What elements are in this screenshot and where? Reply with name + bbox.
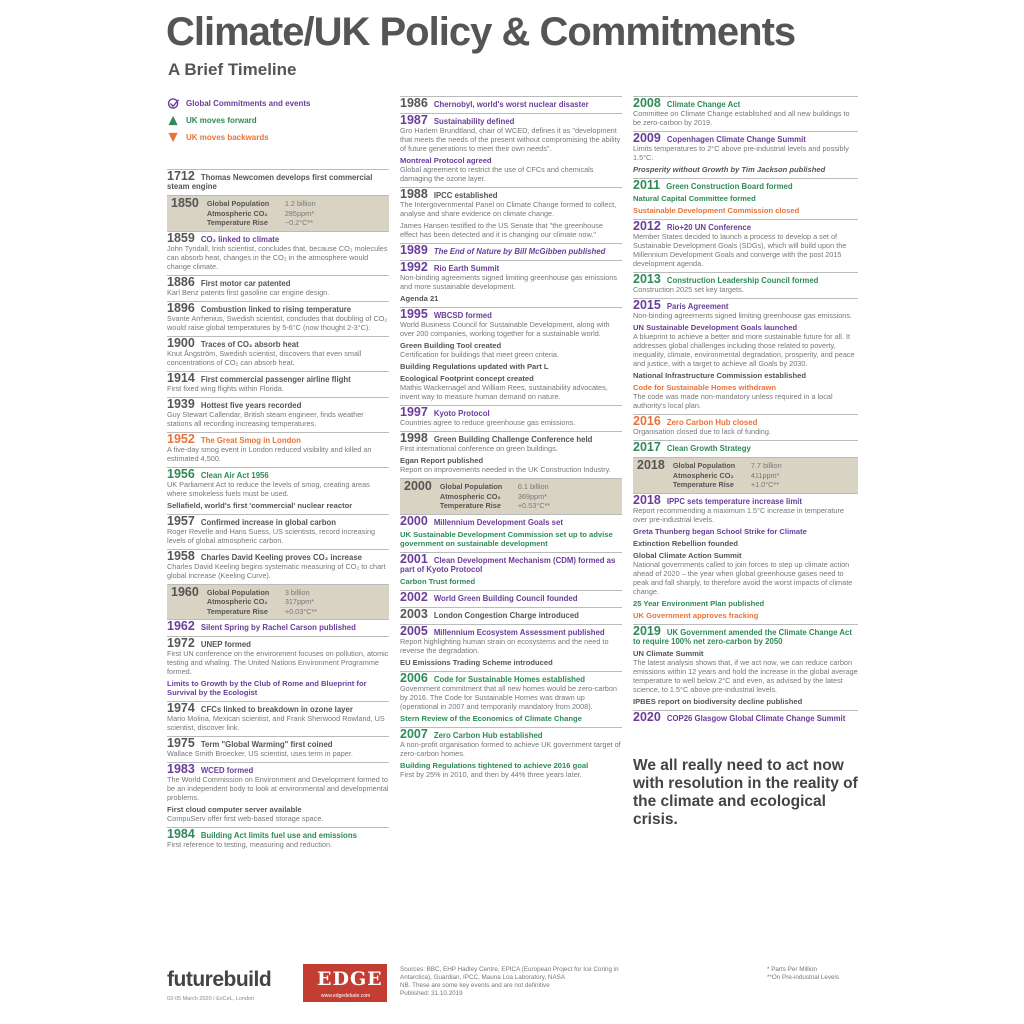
event-sub: Carbon Trust formed xyxy=(400,576,476,586)
event-title: Clean Air Act 1956 xyxy=(200,470,269,480)
event-sub: First cloud computer server available xyxy=(167,805,302,814)
year-label: 1992 xyxy=(400,260,428,274)
event-title: Confirmed increase in global carbon xyxy=(200,517,336,527)
year-label: 1952 xyxy=(167,431,195,446)
event-title: Traces of CO₂ absorb heat xyxy=(200,339,299,349)
stats-2018 xyxy=(633,457,858,493)
year-label: 1974 xyxy=(167,701,195,715)
published-date: Published: 31.10.2019 xyxy=(400,990,463,997)
event-1975 xyxy=(167,736,389,762)
event-desc: Mario Molina, Mexican scientist, and Frank Sherwood Rowland, US scientist, discover link. xyxy=(167,714,385,732)
event-title: Combustion linked to rising temperature xyxy=(200,304,352,314)
event-1974 xyxy=(167,701,389,736)
event-sub: Code for Sustainable Homes withdrawn xyxy=(633,383,777,392)
stat-label: Global Population xyxy=(206,199,270,208)
stat-label: Global Population xyxy=(439,482,503,491)
stats-year: 2018 xyxy=(637,458,665,472)
year-label: 2016 xyxy=(633,414,661,428)
event-title: Rio+20 UN Conference xyxy=(666,223,752,232)
event-1939 xyxy=(167,397,389,432)
year-label: 1975 xyxy=(167,736,195,750)
stats-year: 1960 xyxy=(171,584,199,599)
event-sub: Prosperity without Growth by Tim Jackson published xyxy=(633,165,826,174)
event-sub: Sellafield, world's first 'commercial' nuclear reactor xyxy=(167,500,353,510)
event-sub-desc: CompuServ offer first web-based storage space. xyxy=(167,814,324,823)
stat-label: Temperature Rise xyxy=(206,606,268,616)
event-title: Copenhagen Climate Change Summit xyxy=(666,135,806,144)
event-desc: Member States decided to launch a process to develop a set of Sustainable Development Goals (SDGs), which will build upon the Millennium Development Goals and converge with the post 2015 development agenda. xyxy=(633,232,847,268)
event-desc: Gro Harlem Brundtland, chair of WCED, defines it as "development that meets the needs of the present without compromising the ability of future generations to meet their own needs". xyxy=(400,126,621,153)
futurebuild-event-info: 03-05 March 2020 / ExCeL, London xyxy=(167,996,255,1002)
year-label: 1962 xyxy=(167,619,195,633)
event-title: Chernobyl, world's worst nuclear disaster xyxy=(433,100,589,109)
event-2013 xyxy=(633,272,858,298)
stat-label: Temperature Rise xyxy=(206,218,268,227)
year-label: 2009 xyxy=(633,131,661,145)
event-2016 xyxy=(633,414,858,440)
event-sub: Agenda 21 xyxy=(400,294,439,303)
stat-value: +0.03°C** xyxy=(284,606,318,616)
year-label: 1998 xyxy=(400,431,428,445)
event-sub-desc: Mathis Wackernagel and William Rees, sustainability advocates, invent way to measure human demand on nature. xyxy=(400,383,608,401)
event-title: Code for Sustainable Homes established xyxy=(433,674,586,684)
event-desc: Countries agree to reduce greenhouse gas emissions. xyxy=(400,418,576,427)
event-title: WBCSD formed xyxy=(433,311,492,320)
year-label: 1987 xyxy=(400,113,428,127)
event-title: UK Government amended the Climate Change Act to require 100% net zero-carbon by 2050 xyxy=(633,627,852,646)
event-sub: UN Sustainable Development Goals launched xyxy=(633,323,798,332)
event-sub-desc: Global agreement to restrict the use of CFCs and chemicals damaging the ozone layer. xyxy=(400,165,594,183)
page-subtitle: A Brief Timeline xyxy=(168,60,297,79)
stat-value: −0.2°C** xyxy=(284,218,314,227)
event-1984 xyxy=(167,827,389,853)
event-sub: Greta Thunberg began School Strike for Climate xyxy=(633,526,807,536)
event-title: The Great Smog in London xyxy=(200,435,301,445)
down-triangle-icon xyxy=(167,132,181,143)
up-triangle-icon xyxy=(167,115,181,126)
event-desc: The World Commission on Environment and Development formed to be an independent body to look at environmental and developmental problems. xyxy=(167,775,389,802)
event-sub-desc: Report on improvements needed in the UK Construction Industry. xyxy=(400,465,611,474)
year-label: 1997 xyxy=(400,405,428,419)
event-title: Clean Development Mechanism (CDM) formed as part of Kyoto Protocol xyxy=(400,555,616,574)
event-desc: The Intergovernmental Panel on Climate Change formed to collect, analyse and share evidence on climate change. xyxy=(400,200,617,218)
year-label: 2007 xyxy=(400,726,428,741)
year-label: 2015 xyxy=(633,298,661,312)
timeline-column-1 xyxy=(167,98,389,853)
event-title: UNEP formed xyxy=(200,640,251,649)
year-label: 1859 xyxy=(167,230,195,245)
event-title: Construction Leadership Council formed xyxy=(666,276,819,285)
stat-label: Atmospheric CO₂ xyxy=(672,470,734,480)
year-label: 2018 xyxy=(633,492,661,507)
event-1900 xyxy=(167,336,389,371)
event-2015 xyxy=(633,298,858,414)
event-title: Millennium Ecosystem Assessment published xyxy=(433,627,605,637)
event-2011 xyxy=(633,178,858,219)
event-sub: 25 Year Environment Plan published xyxy=(633,598,765,608)
year-label: 1939 xyxy=(167,396,195,411)
event-desc: First international conference on green buildings. xyxy=(400,444,558,453)
year-label: 2000 xyxy=(400,513,428,528)
year-label: 2011 xyxy=(633,178,661,192)
event-sub: Limits to Growth by the Club of Rome and Blueprint for Survival by the Ecologist xyxy=(167,679,367,697)
stat-value: 369ppm* xyxy=(517,491,548,501)
timeline-column-2 xyxy=(400,96,622,783)
year-label: 1886 xyxy=(167,274,195,289)
event-desc: Karl Benz patents first gasoline car engine design. xyxy=(167,287,330,297)
event-2009 xyxy=(633,131,858,178)
event-title: Term "Global Warming" first coined xyxy=(200,740,333,749)
year-label: 2006 xyxy=(400,670,428,685)
event-1886 xyxy=(167,275,389,301)
year-label: 1957 xyxy=(167,513,195,528)
event-1958 xyxy=(167,549,389,584)
footnote-ppm: * Parts Per Million xyxy=(767,966,818,973)
event-title: Climate Change Act xyxy=(666,100,741,109)
event-2001 xyxy=(400,552,622,590)
year-label: 2020 xyxy=(633,709,661,724)
event-sub: Extinction Rebellion founded xyxy=(633,538,739,548)
stat-value: 3 billion xyxy=(284,587,310,597)
event-1998 xyxy=(400,431,622,478)
year-label: 2005 xyxy=(400,623,428,638)
event-desc: Construction 2025 set key targets. xyxy=(633,285,744,294)
year-label: 1983 xyxy=(167,762,195,776)
page-title: Climate/UK Policy & Commitments xyxy=(166,10,796,54)
event-desc: Guy Stewart Callendar, British steam engineer, finds weather stations all recording increasing temperatures. xyxy=(167,409,364,428)
legend-forward-label: UK moves forward xyxy=(186,116,257,125)
event-2003 xyxy=(400,607,622,624)
year-label: 1984 xyxy=(167,827,195,841)
sources-block xyxy=(400,966,630,998)
year-label: 2001 xyxy=(400,551,428,566)
legend-backward xyxy=(167,132,389,143)
event-sub: National Infrastructure Commission established xyxy=(633,371,807,380)
event-2019 xyxy=(633,624,858,710)
footer xyxy=(167,960,857,1010)
event-1896 xyxy=(167,301,389,336)
event-title: Rio Earth Summit xyxy=(433,264,500,273)
stat-value: 317ppm* xyxy=(284,597,315,606)
event-title: Thomas Newcomen develops first commercial steam engine xyxy=(167,173,373,191)
event-desc: First fixed wing flights within Florida. xyxy=(167,383,284,393)
event-2012 xyxy=(633,219,858,272)
futurebuild-logo: futurebuild xyxy=(167,968,272,991)
event-2000 xyxy=(400,514,622,552)
event-desc: First UN conference on the environment focuses on pollution, atomic testing and whaling. The United Nations Environment Programme formed. xyxy=(167,649,389,676)
event-title: Silent Spring by Rachel Carson published xyxy=(200,623,356,632)
event-1989 xyxy=(400,243,622,260)
event-title: Kyoto Protocol xyxy=(433,409,490,418)
footnotes xyxy=(767,966,839,982)
event-desc: Non-binding agreements signed limiting greenhouse gas emissions. xyxy=(633,311,853,320)
stats-year: 2000 xyxy=(404,479,432,493)
stats-1960 xyxy=(167,584,389,620)
event-1995 xyxy=(400,307,622,405)
event-1983 xyxy=(167,762,389,827)
year-label: 1988 xyxy=(400,187,428,201)
event-sub-desc: First by 25% in 2010, and then by 44% three years later. xyxy=(400,769,582,779)
stat-value: 7.7 billion xyxy=(750,461,782,470)
year-label: 2002 xyxy=(400,589,428,604)
year-label: 1995 xyxy=(400,307,428,321)
year-label: 1972 xyxy=(167,636,195,650)
event-sub-desc: National governments called to join forces to step up climate action ahead of 2020 – the year when global greenhouse gases need to peak and fall sharply, to therefore avoid the worst impacts of climate change. xyxy=(633,559,853,596)
event-desc: Knut Ångström, Swedish scientist, discovers that even small concentrations of CO₂ can absorb heat. xyxy=(167,348,362,367)
event-desc: UK Parliament Act to reduce the levels of smog, creating areas where smokeless fuels must be used. xyxy=(167,479,370,498)
year-label: 2013 xyxy=(633,272,661,286)
event-desc: John Tyndall, Irish scientist, concludes that, because CO₂ molecules can absorb heat, changes in the CO₂ in the atmosphere would change climate. xyxy=(167,243,388,271)
event-desc: Committee on Climate Change established and all new buildings to be zero-carbon by 2019. xyxy=(633,109,850,127)
stat-value: +1.0°C** xyxy=(750,480,780,489)
year-label: 1956 xyxy=(167,466,195,481)
sources-text: Sources: BBC, EHP Hadley Centre, EPICA (European Project for Ice Coring in Antarctica), Guardian, IPCC, Mauna Loa Laboratory, NASA xyxy=(400,966,619,981)
footnote-preindustrial: **On Pre-industrial Levels xyxy=(767,974,840,981)
year-label: 2008 xyxy=(633,96,661,110)
event-2020 xyxy=(633,710,858,727)
event-title: COP26 Glasgow Global Climate Change Summit xyxy=(666,713,846,723)
event-sub: Stern Review of the Economics of Climate Change xyxy=(400,713,582,723)
event-desc: Svante Arrhenius, Swedish scientist, concludes that doubling of CO₂ would raise global temperatures by 5-6°C (now thought 2-3°C). xyxy=(167,313,388,332)
legend-global-label: Global Commitments and events xyxy=(186,99,311,108)
globe-check-icon xyxy=(167,98,181,109)
stat-label: Global Population xyxy=(672,461,736,470)
event-1962 xyxy=(167,619,389,636)
event-desc: Wallace Smith Broecker, US scientist, uses term in paper. xyxy=(167,749,353,758)
stat-value: +0.53°C** xyxy=(517,501,551,510)
event-title: Green Building Challenge Conference held xyxy=(433,435,593,444)
event-1712 xyxy=(167,169,389,195)
event-sub: Natural Capital Committee formed xyxy=(633,194,756,203)
event-title: Millennium Development Goals set xyxy=(433,517,563,527)
event-2008 xyxy=(633,96,858,131)
year-label: 1986 xyxy=(400,96,428,110)
year-label: 1896 xyxy=(167,300,195,315)
event-sub: Global Climate Action Summit xyxy=(633,550,742,560)
event-sub: Building Regulations tightened to achieve 2016 goal xyxy=(400,760,589,770)
nb-text: NB. These are some key events and are not definitive xyxy=(400,982,550,989)
year-label: 1958 xyxy=(167,548,195,563)
event-title: IPCC established xyxy=(433,191,498,200)
event-desc: A five-day smog event in London reduced visibility and killed an estimated 4,500. xyxy=(167,444,372,463)
event-1956 xyxy=(167,467,389,514)
year-label: 1914 xyxy=(167,370,195,385)
event-desc: Limits temperatures to 2°C above pre-industrial levels and possibly 1.5°C. xyxy=(633,144,849,162)
event-sub-desc: The code was made non-mandatory unless required in a local authority's local plan. xyxy=(633,392,833,410)
event-title: Building Act limits fuel use and emissions xyxy=(200,831,357,840)
event-sub: Montreal Protocol agreed xyxy=(400,156,492,165)
event-sub: UN Climate Summit xyxy=(633,648,704,658)
stat-label: Temperature Rise xyxy=(439,501,501,510)
event-1988 xyxy=(400,187,622,243)
event-2018 xyxy=(633,493,858,624)
stat-label: Atmospheric CO₂ xyxy=(439,491,501,501)
event-title: Zero Carbon Hub closed xyxy=(666,418,758,427)
event-1997 xyxy=(400,405,622,431)
closing-statement: We all really need to act now with resolution in the reality of the climate and ecological crisis. xyxy=(633,756,858,828)
event-title: London Congestion Charge introduced xyxy=(433,610,579,620)
event-1992 xyxy=(400,260,622,307)
event-title: IPPC sets temperature increase limit xyxy=(666,496,803,506)
event-title: First motor car patented xyxy=(200,278,291,288)
event-title: The End of Nature by Bill McGibben published xyxy=(433,247,606,256)
event-sub: UK Sustainable Development Commission set up to advise government on sustainable development xyxy=(400,529,613,548)
event-1986 xyxy=(400,96,622,113)
event-1972 xyxy=(167,636,389,701)
event-1957 xyxy=(167,514,389,549)
event-2006 xyxy=(400,671,622,727)
event-desc: World Business Council for Sustainable Development, along with over 200 companies, working together for a sustainable world. xyxy=(400,320,610,338)
year-label: 1712 xyxy=(167,169,195,183)
event-title: Zero Carbon Hub established xyxy=(433,730,543,740)
event-title: Charles David Keeling proves CO₂ increase xyxy=(200,552,363,562)
event-1952 xyxy=(167,432,389,467)
stat-label: Atmospheric CO₂ xyxy=(206,597,268,606)
event-title: Green Construction Board formed xyxy=(666,182,793,191)
event-desc: Report highlighting human strain on ecosystems and the need to reverse the degradation. xyxy=(400,636,609,655)
event-title: Paris Agreement xyxy=(666,302,729,311)
event-title: WCED formed xyxy=(200,766,254,775)
year-label: 1900 xyxy=(167,335,195,350)
event-desc: Report recommending a maximum 1.5°C increase in temperature over pre-industrial levels. xyxy=(633,505,844,524)
year-label: 1989 xyxy=(400,243,428,257)
event-sub: Ecological Footprint concept created xyxy=(400,374,534,383)
stat-label: Atmospheric CO₂ xyxy=(206,208,268,218)
stats-year: 1850 xyxy=(171,196,199,210)
event-title: CO₂ linked to climate xyxy=(200,234,280,244)
event-desc: Charles David Keeling begins systematic measuring of CO₂ to chart global increase (Keeling Curve). xyxy=(167,561,386,580)
year-label: 2003 xyxy=(400,606,428,621)
event-title: First commercial passenger airline flight xyxy=(200,374,351,384)
stat-value: 285ppm* xyxy=(284,208,315,218)
event-sub: Green Building Tool created xyxy=(400,341,502,350)
event-title: Clean Growth Strategy xyxy=(666,444,751,453)
event-sub-desc: The latest analysis shows that, if we act now, we can reduce carbon emissions within 12 years and hold the increase in the global average temperature to well below 2°C and even, as advised by the latest science, to 1.5°C above pre-industrial levels. xyxy=(633,657,858,694)
year-label: 2019 xyxy=(633,623,661,638)
event-sub: IPBES report on biodiversity decline published xyxy=(633,696,803,706)
year-label: 2017 xyxy=(633,440,661,454)
event-desc: Government commitment that all new homes would be zero-carbon by 2016. The Code for Sustainable Homes was drawn up (operational in 2007 and temporarily mandatory from 2008). xyxy=(400,683,617,711)
stat-value: 411ppm* xyxy=(750,470,780,480)
event-sub: Sustainable Development Commission closed xyxy=(633,206,800,215)
event-title: Hottest five years recorded xyxy=(200,400,302,410)
event-desc: A non-profit organisation formed to achieve UK government target of zero-carbon homes. xyxy=(400,739,621,758)
edge-url: www.edgedebate.com xyxy=(321,993,371,999)
event-desc: Organisation closed due to lack of funding. xyxy=(633,427,771,436)
stat-value: 6.1 billion xyxy=(517,482,549,491)
stat-label: Temperature Rise xyxy=(672,480,734,489)
event-title: Sustainability defined xyxy=(433,117,515,126)
event-1987 xyxy=(400,113,622,187)
year-label: 2012 xyxy=(633,219,661,233)
event-2017 xyxy=(633,440,858,457)
event-desc: James Hansen testified to the US Senate that "the greenhouse effect has been detected and it is changing our climate now." xyxy=(400,221,603,239)
event-2007 xyxy=(400,727,622,783)
timeline-column-3 xyxy=(633,96,858,829)
edge-logo-text: EDGE xyxy=(317,968,383,990)
legend-backward-label: UK moves backwards xyxy=(186,133,269,142)
event-desc: First reference to testing, measuring and reduction. xyxy=(167,840,333,849)
event-title: World Green Building Council founded xyxy=(433,593,578,603)
stats-1850 xyxy=(167,195,389,231)
stats-2000 xyxy=(400,478,622,514)
event-1914 xyxy=(167,371,389,397)
event-1859 xyxy=(167,231,389,275)
event-sub: UK Government approves fracking xyxy=(633,610,759,620)
event-sub: Egan Report published xyxy=(400,456,484,465)
event-sub-desc: A blueprint to achieve a better and more sustainable future for all. It addresses global challenges including those related to poverty, inequality, climate, environmental degradation, prosperity, and peace and justice, with a target to achieve all Goals by 2030. xyxy=(633,332,855,368)
event-desc: Roger Revelle and Hans Suess, US scientists, record increasing levels of global atmospheric carbon. xyxy=(167,526,376,545)
event-sub: Building Regulations updated with Part L xyxy=(400,362,549,371)
legend-forward xyxy=(167,115,389,126)
edge-logo xyxy=(303,964,387,1002)
stat-label: Global Population xyxy=(206,587,270,597)
event-sub: EU Emissions Trading Scheme introduced xyxy=(400,657,553,667)
stat-value: 1.2 billion xyxy=(284,199,316,208)
event-2002 xyxy=(400,590,622,607)
event-title: CFCs linked to breakdown in ozone layer xyxy=(200,705,353,714)
event-2005 xyxy=(400,624,622,671)
legend-global xyxy=(167,98,389,109)
event-desc: Non-binding agreements signed limiting greenhouse gas emissions and more sustainable development. xyxy=(400,273,618,291)
event-sub-desc: Certification for buildings that meet green criteria. xyxy=(400,350,559,359)
